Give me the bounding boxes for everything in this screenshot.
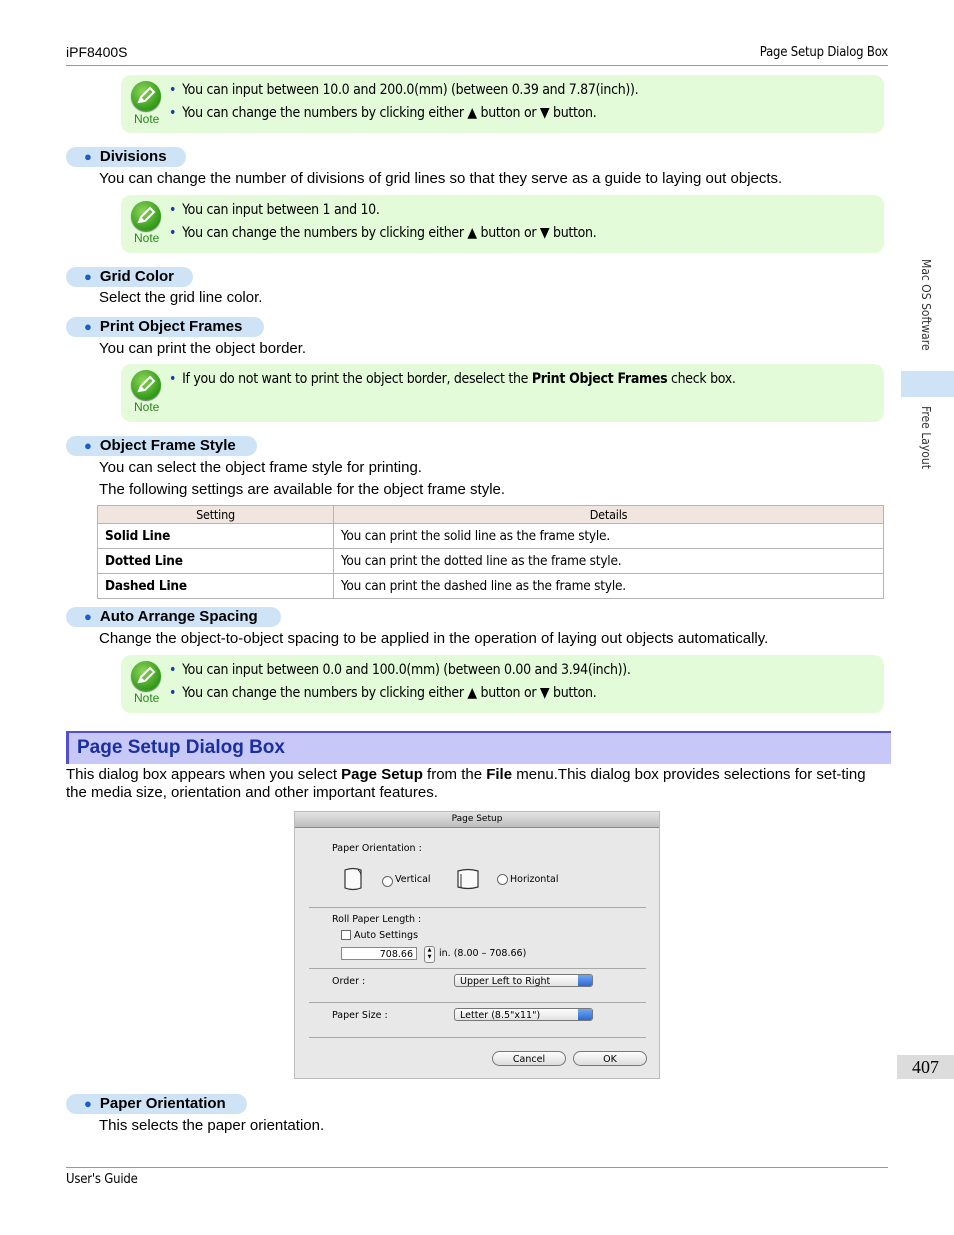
dialog-title: Page Setup [295,812,659,828]
order-select[interactable]: Upper Left to Right [454,974,593,987]
header-section: Page Setup Dialog Box [759,45,888,60]
divisions-text: You can change the number of divisions of grid lines so that they serve as a guide to laying out objects. [99,170,783,187]
grid-color-text: Select the grid line color. [99,289,263,306]
section-title-auto-arrange-spacing: ● Auto Arrange Spacing [66,607,281,627]
table-row [98,549,884,574]
table-cell-setting: Dashed Line [98,574,334,599]
auto-settings-checkbox[interactable] [341,930,351,940]
footer-rule [66,1167,888,1168]
header-model: iPF8400S [66,44,128,60]
intro-paragraph: This dialog box appears when you select Page Setup from the File menu.This dialog box provides selections for set-ting the media size, orientation and other important features. [66,766,866,801]
table-header-details: Details [334,506,884,524]
object-frame-style-text-2: The following settings are available for the object frame style. [99,481,506,498]
table-cell-details: You can print the solid line as the frame style. [334,524,884,549]
note-label: Note [134,231,160,245]
paper-size-label: Paper Size : [332,1010,388,1021]
side-tab-section: Free Layout [919,406,933,469]
divider [309,968,646,969]
pencil-note-icon [131,370,161,400]
note-item: • You can change the numbers by clicking either ▲ button or ▼ button. [169,685,597,701]
note-box [121,195,884,253]
table-row [98,574,884,599]
table-row [98,524,884,549]
table-cell-setting: Dotted Line [98,549,334,574]
auto-arrange-spacing-text: Change the object-to-object spacing to be applied in the operation of laying out objects automatically. [99,630,769,647]
note-box [121,75,884,133]
side-tab-chapter: Mac OS Software [919,259,933,351]
divider [309,1002,646,1003]
note-list [169,201,596,247]
auto-settings-label: Auto Settings [354,930,419,941]
horizontal-label: Horizontal [510,874,559,885]
section-title-grid-color: ● Grid Color [66,267,193,287]
roll-length-label: Roll Paper Length : [332,914,422,925]
side-tab-marker [901,371,954,397]
section-title-paper-orientation: ● Paper Orientation [66,1094,247,1114]
note-item: • You can input between 10.0 and 200.0(mm) (between 0.39 and 7.87(inch)). [169,82,639,98]
frame-style-table [97,505,884,599]
table-cell-setting: Solid Line [98,524,334,549]
landscape-page-icon [455,868,481,890]
cancel-button[interactable]: Cancel [492,1051,566,1066]
length-stepper[interactable]: ▲ ▼ [424,946,435,963]
note-item: • You can change the numbers by clicking either ▲ button or ▼ button. [169,225,597,241]
note-item: • You can change the numbers by clicking either ▲ button or ▼ button. [169,105,597,121]
footer-text: User's Guide [66,1172,138,1187]
section-heading: Page Setup Dialog Box [66,731,891,764]
table-cell-details: You can print the dashed line as the frame style. [334,574,884,599]
portrait-page-icon [341,866,365,892]
pencil-note-icon [131,661,161,691]
note-list [169,661,631,707]
chevron-updown-icon [578,1009,592,1020]
vertical-radio[interactable] [382,876,393,887]
pencil-note-icon [131,201,161,231]
order-label: Order : [332,976,366,987]
paper-size-select[interactable]: Letter (8.5"x11") [454,1008,593,1021]
note-label: Note [134,691,160,705]
page-setup-dialog [294,811,660,1079]
note-box [121,364,884,422]
ok-button[interactable]: OK [573,1051,647,1066]
section-title-print-object-frames: ● Print Object Frames [66,317,264,337]
note-label: Note [134,400,160,414]
section-title-object-frame-style: ● Object Frame Style [66,436,257,456]
note-list [169,81,638,127]
table-cell-details: You can print the dotted line as the frame style. [334,549,884,574]
divider [309,907,646,908]
orientation-label: Paper Orientation : [332,843,422,854]
section-title-divisions: ● Divisions [66,147,186,167]
object-frame-style-text-1: You can select the object frame style for printing. [99,459,422,476]
page-number: 407 [897,1055,954,1079]
note-list [169,370,736,393]
length-range-label: in. (8.00 – 708.66) [439,948,527,959]
chevron-updown-icon [578,975,592,986]
vertical-label: Vertical [395,874,431,885]
roll-length-input[interactable]: 708.66 [341,947,417,960]
divider [309,1037,646,1038]
print-object-frames-text: You can print the object border. [99,340,307,357]
paper-orientation-text: This selects the paper orientation. [99,1117,325,1134]
note-box [121,655,884,713]
table-header-setting: Setting [98,506,334,524]
horizontal-radio[interactable] [497,874,508,885]
note-item: • You can input between 1 and 10. [169,202,380,218]
pencil-note-icon [131,81,161,111]
header-rule [66,65,888,66]
table-header-row [98,506,884,524]
note-item: • If you do not want to print the object border, deselect the Print Object Frames check box. [169,371,736,387]
note-label: Note [134,112,160,126]
note-item: • You can input between 0.0 and 100.0(mm) (between 0.00 and 3.94(inch)). [169,662,631,678]
